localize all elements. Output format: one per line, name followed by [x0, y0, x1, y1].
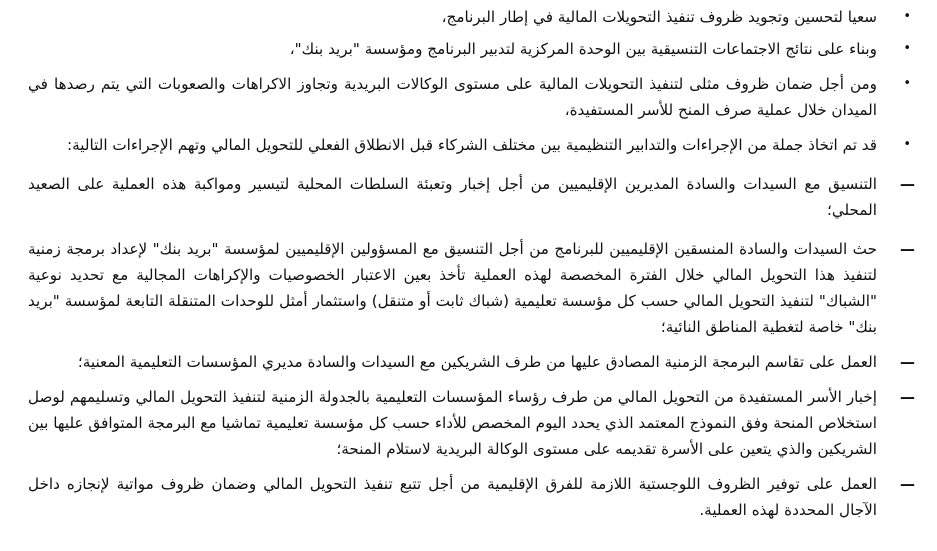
- list-item: [28, 132, 911, 158]
- dash-marker: —: [900, 175, 915, 193]
- list-item-text: حث السيدات والسادة المنسقين الإقليميين للبرنامج من أجل التنسيق مع المسؤولين الإقليميين لمؤسسة "بريد بنك" لإعداد برمجة زمنية لتنفيذ هذا التحويل المالي خلال الفترة المخصصة لهذه العملية تأخذ بعين الاعتبار الخصوصيات والإكراهات المجالية مع تحديد نوعية "الشباك" لتنفيذ التحويل المالي حسب كل مؤسسة تعليمية (شباك ثابت أو متنقل) واستثمار أمثل للوحدات المتنقلة التابعة لمؤسسة "بريد بنك" خاصة لتغطية المناطق النائية؛: [28, 240, 877, 336]
- list-item-text: التنسيق مع السيدات والسادة المديرين الإقليميين من أجل إخبار وتعبئة السلطات المحلية لتيسير ومواكبة هذه العملية على الصعيد المحلي؛: [28, 175, 877, 219]
- list-item: [28, 471, 915, 523]
- bullet-marker: •: [903, 76, 911, 91]
- list-item: [28, 71, 911, 123]
- list-item: [28, 384, 915, 462]
- list-item-text: العمل على تقاسم البرمجة الزمنية المصادق عليها من طرف الشريكين مع السيدات والسادة مديري المؤسسات التعليمية المعنية؛: [77, 353, 877, 371]
- list-item-text: وبناء على نتائج الاجتماعات التنسيقية بين الوحدة المركزية لتدبير البرنامج ومؤسسة "بريد بنك"،: [289, 40, 877, 58]
- list-item-text: قد تم اتخاذ جملة من الإجراءات والتدابير التنظيمية بين مختلف الشركاء قبل الانطلاق الفعلي للتحويل المالي وتهم الإجراءات التالية:: [67, 136, 877, 154]
- procedures-list: [0, 4, 937, 523]
- bullet-marker: •: [903, 137, 911, 152]
- list-item-text: العمل على توفير الظروف اللوجستية اللازمة للفرق الإقليمية من أجل تتبع تنفيذ التحويل المالي وضمان ظروف مواتية لإنجازه داخل الآجال المحددة لهذه العملية.: [28, 475, 877, 519]
- list-item-text: سعيا لتحسين وتجويد ظروف تنفيذ التحويلات المالية في إطار البرنامج،: [441, 8, 877, 26]
- bullet-marker: •: [903, 9, 911, 24]
- list-item-text: ومن أجل ضمان ظروف مثلى لتنفيذ التحويلات المالية على مستوى الوكالات البريدية وتجاوز الاكراهات والصعوبات التي يتم رصدها في الميدان خلال عملية صرف المنح للأسر المستفيدة،: [28, 75, 877, 119]
- dash-marker: —: [900, 240, 915, 258]
- list-item: [28, 236, 915, 340]
- list-item-text: إخبار الأسر المستفيدة من التحويل المالي من طرف رؤساء المؤسسات التعليمية بالجدولة الزمنية لتنفيذ التحويل المالي وتسليمهم لوصل استخلاص المنحة وفق النموذج المعتمد الذي يحدد اليوم المخصص للأداء حسب كل مؤسسة تعليمية تماشيا مع البرمجة المتوافق عليها بين الشريكين والذي يتعين على الأسرة تقديمه على مستوى الوكالة البريدية لاستلام المنحة؛: [28, 388, 877, 458]
- list-item: [28, 171, 915, 223]
- bullet-marker: •: [903, 41, 911, 56]
- list-item: [28, 349, 915, 375]
- dash-marker: —: [900, 353, 915, 371]
- dash-marker: —: [900, 388, 915, 406]
- list-item: [28, 4, 911, 30]
- dash-marker: —: [900, 475, 915, 493]
- list-item: [28, 36, 911, 62]
